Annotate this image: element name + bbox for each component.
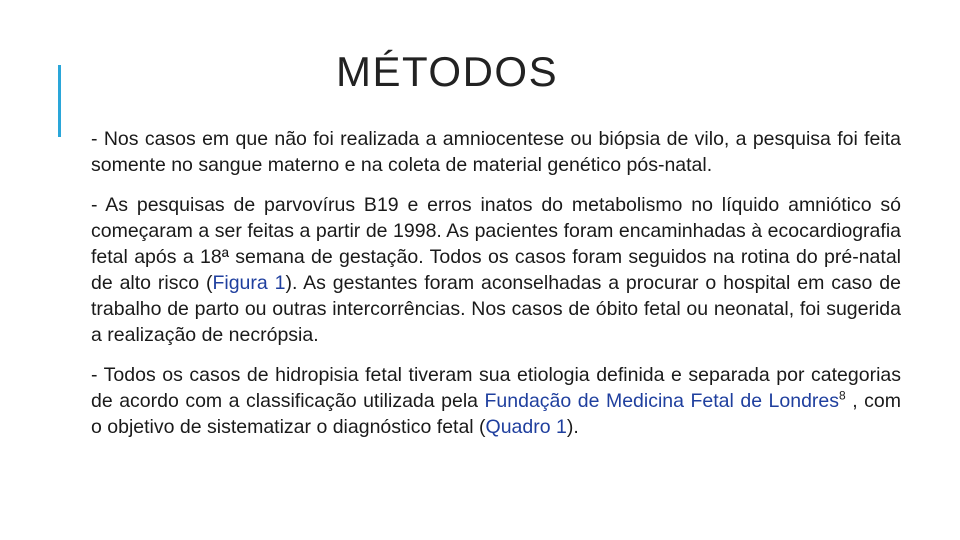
paragraph-1: - Nos casos em que não foi realizada a amniocentese ou biópsia de vilo, a pesquisa foi feita somente no sangue materno e na coleta de material genético pós-natal. bbox=[91, 128, 901, 176]
paragraph-3-text-a: - Todos os casos de hidropisia fetal tiveram sua etiologia definida e separada por categorias de acordo com a classificação utilizada pela bbox=[91, 364, 901, 412]
quadro-1-link[interactable]: Quadro 1 bbox=[485, 416, 567, 438]
reference-superscript: 8 bbox=[839, 388, 846, 403]
slide-title: MÉTODOS bbox=[336, 48, 559, 95]
paragraph-3 bbox=[91, 362, 901, 440]
figura-1-link[interactable]: Figura 1 bbox=[212, 272, 286, 294]
paragraph-3-text-c: ). bbox=[566, 416, 579, 438]
paragraph-3-text-b: , com o objetivo de sistematizar o diagnóstico fetal ( bbox=[91, 390, 901, 438]
fundacao-link[interactable]: Fundação de Medicina Fetal de Londres bbox=[484, 390, 840, 412]
paragraph-2-text-a: - As pesquisas de parvovírus B19 e erros inatos do metabolismo no líquido amniótico só começaram a ser feitas a partir de 1998. As pacientes foram encaminhadas à ecocardiografia fetal após a 18ª semana de gestação. Todos os casos foram seguidos na rotina do pré-natal de alto risco ( bbox=[91, 194, 901, 294]
slide-body bbox=[91, 126, 901, 454]
accent-bar bbox=[58, 65, 61, 137]
paragraph-2 bbox=[91, 192, 901, 348]
paragraph-2-text-b: ). As gestantes foram aconselhadas a procurar o hospital em caso de trabalho de parto ou outras intercorrências. Nos casos de óbito fetal ou neonatal, foi sugerida a realização de necrópsia. bbox=[91, 272, 901, 346]
